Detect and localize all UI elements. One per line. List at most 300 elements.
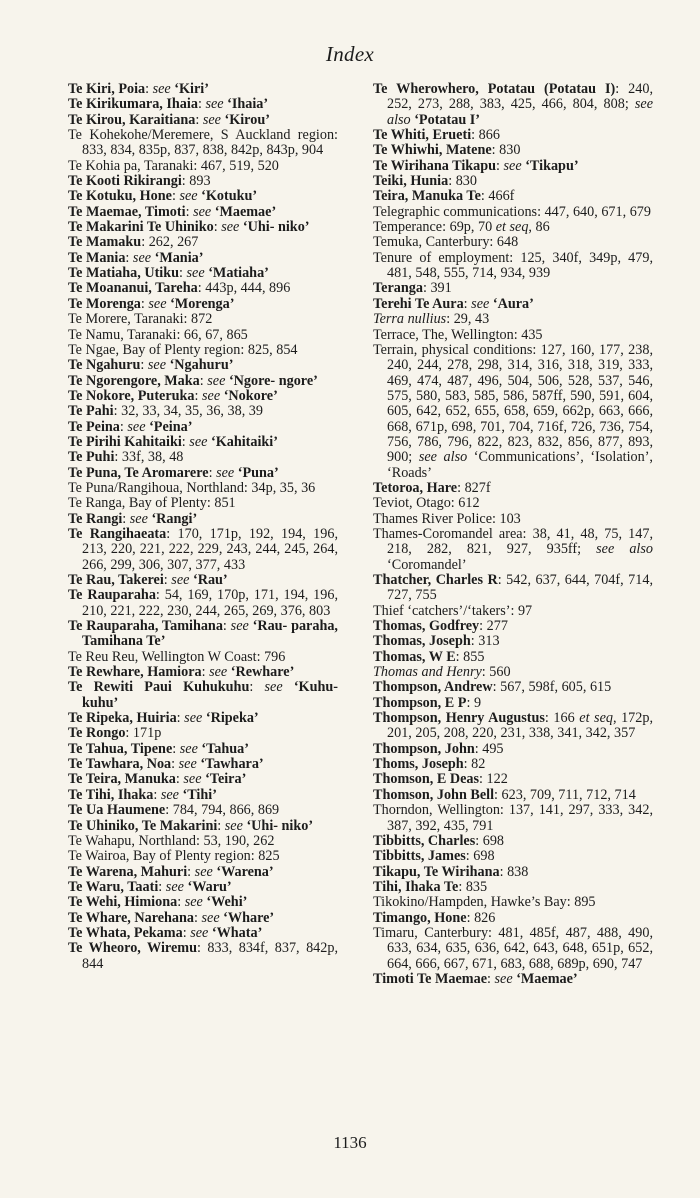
index-entry	[68, 772, 338, 787]
entry-text: 567, 598f, 605, 615	[500, 679, 612, 696]
entry-text: 122	[486, 771, 508, 788]
entry-heading: Te Rewiti Paui Kuhukuhu	[68, 679, 250, 696]
entry-text: :	[194, 909, 202, 926]
entry-heading: Te Ripeka, Huiria	[68, 710, 177, 727]
entry-text: :	[177, 894, 185, 911]
index-entry	[68, 726, 338, 741]
entry-text: , 86	[528, 219, 550, 236]
entry-text: 893	[189, 173, 211, 190]
index-entry	[68, 374, 338, 389]
entry-text: Thomas and Henry	[373, 664, 482, 681]
entry-text: see	[171, 572, 190, 588]
entry-heading: Te Wehi, Himiona	[68, 894, 178, 911]
entry-text: see	[160, 786, 179, 803]
entry-text: :	[181, 433, 190, 450]
entry-text: 82	[471, 756, 486, 773]
entry-text: :	[182, 924, 191, 941]
entry-text: ‘Aura’	[489, 295, 534, 312]
entry-text: Te Ngae, Bay of Plenty region: 825, 854	[68, 341, 298, 358]
entry-text: see also	[418, 449, 468, 466]
entry-text: ‘Rau- paraha, Tamihana Te’	[82, 618, 338, 650]
entry-text: Te Kohia pa, Taranaki: 467, 519, 520	[68, 157, 279, 174]
index-entry	[373, 972, 653, 987]
entry-text: see	[190, 924, 209, 941]
entry-heading: Thompson, E P	[373, 694, 467, 711]
entry-heading: Tetoroa, Hare	[373, 479, 458, 496]
entry-text: :	[113, 403, 122, 420]
index-entry	[68, 281, 338, 296]
index-entry	[68, 389, 338, 404]
entry-heading: Te Wherowhero, Potatau (Potatau I)	[373, 81, 616, 97]
entry-text: see	[194, 863, 213, 880]
entry-heading: Te Rau, Takerei	[68, 572, 164, 588]
entry-heading: Te Peina	[68, 418, 120, 435]
entry-text: see	[132, 249, 152, 266]
entry-text: see	[189, 433, 208, 450]
entry-heading: Te Waru, Taati	[68, 878, 159, 895]
entry-text: :	[176, 710, 185, 727]
entry-heading: Thomas, Joseph	[373, 633, 471, 650]
entry-text: 830	[499, 142, 521, 159]
entry-text: see	[184, 710, 203, 727]
entry-text: ‘Warena’	[212, 863, 274, 880]
index-entry	[68, 113, 338, 128]
entry-text: Telegraphic communications: 447, 640, 671, 679	[373, 203, 651, 220]
entry-heading: Te Moananui, Tareha	[68, 280, 198, 297]
entry-heading: Te Whiti, Erueti	[373, 127, 472, 144]
entry-text: :	[153, 786, 161, 803]
entry-text: :	[166, 525, 178, 542]
entry-text: 166	[553, 710, 580, 727]
index-entry	[68, 159, 338, 174]
entry-text: ‘Tawhara’	[196, 756, 264, 773]
entry-text: :	[140, 295, 149, 312]
entry-text: see also	[387, 96, 653, 128]
entry-heading: Teira, Manuka Te	[373, 188, 481, 205]
index-entry	[373, 619, 653, 634]
entry-text: :	[474, 740, 483, 757]
entry-text: 698	[473, 848, 495, 865]
entry-text: see	[503, 157, 522, 174]
entry-text: 698	[482, 832, 505, 849]
entry-heading: Te Ngahuru	[68, 357, 141, 374]
entry-heading: Tibbitts, Charles	[373, 832, 476, 849]
index-entry	[68, 742, 338, 757]
entry-text: Temperance: 69p, 70	[373, 219, 496, 236]
entry-text: ‘Mania’	[151, 249, 204, 266]
entry-text: Te Namu, Taranaki: 66, 67, 865	[68, 326, 248, 343]
index-entry	[373, 496, 653, 511]
entry-heading: Te Mania	[68, 249, 126, 266]
entry-heading: Tikapu, Te Wirihana	[373, 863, 500, 880]
index-entry	[68, 680, 338, 711]
entry-text: see	[147, 357, 167, 374]
entry-text: Thames River Police: 103	[373, 510, 521, 527]
entry-text: ‘Ngore- ngore’	[225, 372, 318, 389]
entry-text: :	[185, 203, 194, 220]
entry-text: :	[165, 802, 173, 819]
entry-text: ‘Rangi’	[147, 510, 198, 527]
entry-text: :	[145, 81, 153, 97]
index-entry	[373, 235, 653, 250]
entry-text: :	[175, 771, 184, 788]
index-entry	[373, 343, 653, 481]
entry-text: : 29, 43	[446, 311, 490, 328]
entry-text: ‘Kotuku’	[197, 188, 258, 205]
entry-text: Te Wahapu, Northland: 53, 190, 262	[68, 832, 275, 849]
entry-heading: Te Tahua, Tipene	[68, 740, 173, 757]
index-entry	[373, 772, 653, 787]
entry-text: 838	[507, 863, 529, 880]
entry-text: Temuka, Canterbury: 648	[373, 234, 519, 251]
entry-text: see	[494, 970, 513, 987]
entry-heading: Te Uhiniko, Te Makarini	[68, 817, 218, 834]
entry-text: 262, 267	[148, 234, 199, 251]
entry-heading: Te Rauparaha	[68, 587, 156, 604]
index-entry	[68, 757, 338, 772]
entry-text: Timaru, Canterbury: 481, 485f, 487, 488, 490, 633, 634, 635, 636, 642, 643, 648, 651p, 652, 664, 666, 667, 671, 683, 688, 689p, 690, 747	[373, 924, 653, 972]
entry-heading: Te Whiwhi, Matene	[373, 142, 492, 159]
index-entry	[68, 251, 338, 266]
entry-text: 835	[465, 878, 488, 895]
entry-text: see	[202, 111, 221, 128]
index-entry	[68, 358, 338, 373]
entry-text: ‘Coromandel’	[387, 556, 467, 573]
entry-heading: Tihi, Ihaka Te	[373, 878, 459, 895]
entry-text: :	[458, 878, 466, 895]
index-entry	[68, 588, 338, 619]
index-entry	[68, 481, 338, 496]
entry-heading: Te Rongo	[68, 725, 126, 742]
entry-heading: Te Ngorengore, Maka	[68, 372, 200, 389]
entry-text: see	[148, 295, 167, 312]
entry-text: ‘Whare’	[219, 909, 275, 926]
index-column-left	[68, 82, 338, 972]
entry-text: :	[197, 96, 206, 113]
entry-text: ‘Communications’, ‘Isolation’, ‘Roads’	[387, 449, 653, 481]
entry-text: :	[249, 679, 265, 696]
index-entry	[68, 266, 338, 281]
index-entry	[68, 665, 338, 680]
entry-text: see	[221, 219, 240, 236]
entry-heading: Timoti Te Maemae	[373, 970, 488, 987]
index-entry	[373, 174, 653, 189]
entry-heading: Thomson, E Deas	[373, 771, 480, 788]
entry-heading: Te Makarini Te Uhiniko	[68, 219, 214, 236]
entry-text: , 172p, 201, 205, 208, 220, 231, 338, 341, 342, 357	[387, 710, 653, 742]
index-entry	[68, 128, 338, 159]
entry-text: :	[465, 848, 474, 865]
entry-text: Te Puna/Rangihoua, Northland: 34p, 35, 36	[68, 479, 316, 496]
entry-text: see	[224, 817, 243, 834]
entry-text: ‘Uhi- niko’	[242, 817, 314, 834]
entry-text: ‘Wehi’	[202, 894, 248, 911]
index-entry	[373, 634, 653, 649]
entry-text: :	[471, 127, 479, 144]
entry-text: see	[179, 740, 198, 757]
index-entry	[373, 757, 653, 772]
entry-text: :	[196, 940, 208, 957]
entry-text: ‘Kahitaiki’	[207, 433, 278, 450]
entry-text: 830	[455, 173, 477, 190]
entry-text: Teviot, Otago: 612	[373, 495, 480, 512]
index-entry	[68, 880, 338, 895]
entry-heading: Te Tawhara, Noa	[68, 756, 172, 773]
entry-text: Te Ranga, Bay of Plenty: 851	[68, 495, 236, 512]
entry-heading: Te Mamaku	[68, 234, 142, 251]
index-entry	[68, 82, 338, 97]
entry-text: 855	[463, 648, 485, 665]
index-entry	[373, 82, 653, 128]
entry-text: see	[152, 81, 171, 97]
entry-text: 443p, 444, 896	[205, 280, 291, 297]
entry-text: see	[216, 464, 235, 481]
entry-text: :	[544, 710, 554, 727]
entry-text: 495	[482, 740, 504, 757]
entry-text: 170, 171p, 192, 194, 196, 213, 220, 221, 222, 229, 243, 244, 245, 264, 266, 299, 306, 307, 377, 433	[82, 525, 338, 573]
entry-heading: Te Wheoro, Wiremu	[68, 940, 197, 957]
entry-text: ‘Rau’	[189, 572, 228, 588]
entry-text: :	[487, 970, 495, 987]
index-entry	[373, 297, 653, 312]
entry-text: :	[114, 449, 122, 466]
page-title: Index	[325, 42, 375, 66]
entry-text: :	[171, 756, 179, 773]
index-entry	[68, 466, 338, 481]
entry-text: Tikokino/Hampden, Hawke’s Bay: 895	[373, 894, 596, 911]
entry-text: Terrace, The, Wellington: 435	[373, 326, 543, 343]
entry-text: ‘Ripeka’	[202, 710, 259, 727]
entry-text: 54, 169, 170p, 171, 194, 196, 210, 221, 222, 230, 244, 265, 269, 376, 803	[82, 587, 339, 619]
entry-text: 784, 794, 866, 869	[172, 802, 280, 819]
entry-text: see	[165, 878, 184, 895]
index-entry	[373, 865, 653, 880]
entry-heading: Te Puna, Te Aromarere	[68, 464, 209, 481]
entry-heading: Te Pirihi Kahitaiki	[68, 433, 182, 450]
entry-text: Te Kohekohe/Meremere, S Auckland region: 833, 834, 835p, 837, 838, 842p, 843p, 904	[68, 127, 338, 159]
entry-heading: Thoms, Joseph	[373, 756, 464, 773]
index-entry	[68, 404, 338, 419]
entry-text: see	[178, 756, 197, 773]
entry-text: ‘Teira’	[201, 771, 247, 788]
entry-heading: Te Kotuku, Hone	[68, 188, 172, 205]
entry-text: :	[171, 188, 180, 205]
entry-text: ‘Ihaia’	[223, 96, 269, 113]
entry-text: Thames-Coromandel area: 38, 41, 48, 75, 147, 218, 282, 821, 927, 935ff;	[373, 525, 653, 558]
entry-heading: Te Teira, Manuka	[68, 771, 176, 788]
index-entry	[68, 312, 338, 327]
index-entry	[373, 650, 653, 665]
entry-text: 623, 709, 711, 712, 714	[501, 786, 636, 803]
entry-text: :	[463, 756, 472, 773]
entry-text: see	[193, 203, 212, 220]
entry-text: :	[479, 771, 487, 788]
entry-text: Terrain, physical conditions: 127, 160, 177, 238, 240, 244, 278, 298, 314, 316, 318, 319, 333, 469, 474, 487, 496, 504, 506, 528, 537, 546, 575, 580, 583, 585, 586, 587ff, 590, 591, 604, 605, 642, 652, 655, 658, 659, 662p, 663, 666, 668, 671p, 698, 701, 704, 716f, 726, 736, 754, 756, 786, 796, 822, 823, 832, 856, 877, 893, 900;	[373, 341, 653, 466]
index-entry	[373, 220, 653, 235]
entry-heading: Thatcher, Charles R	[373, 572, 498, 588]
index-entry	[373, 312, 653, 327]
entry-text: :	[466, 694, 474, 711]
entry-text: 277	[486, 618, 508, 635]
entry-text: see also	[596, 541, 653, 558]
entry-heading: Te Kirou, Karaitiana	[68, 111, 196, 128]
index-entry	[373, 143, 653, 158]
entry-heading: Thompson, Henry Augustus	[373, 710, 545, 727]
entry-heading: Te Matiaha, Utiku	[68, 265, 180, 282]
entry-text: :	[448, 173, 456, 190]
index-entry	[68, 235, 338, 250]
entry-text: ‘Kirou’	[220, 111, 270, 128]
entry-text: 32, 33, 34, 35, 36, 38, 39	[121, 403, 263, 420]
entry-text: : 560	[481, 664, 511, 681]
index-entry	[68, 420, 338, 435]
index-entry	[68, 512, 338, 527]
index-entry	[373, 742, 653, 757]
entry-text: 171p	[132, 725, 162, 742]
entry-text: et seq	[495, 219, 529, 236]
entry-text: :	[195, 111, 203, 128]
index-entry	[373, 803, 653, 834]
page-number: 1136	[333, 1133, 367, 1152]
entry-heading: Terehi Te Aura	[373, 295, 464, 312]
index-entry	[373, 926, 653, 972]
entry-text: Thorndon, Wellington: 137, 141, 297, 333, 342, 387, 392, 435, 791	[373, 802, 653, 834]
index-entry	[68, 926, 338, 941]
entry-text: 826	[474, 909, 496, 926]
entry-text: :	[463, 295, 472, 312]
entry-heading: Tibbitts, James	[373, 848, 466, 865]
entry-text: ‘Peina’	[145, 418, 193, 435]
entry-text: :	[491, 142, 500, 159]
entry-text: ‘Puna’	[234, 464, 279, 481]
entry-text: see	[209, 664, 228, 681]
index-entry	[68, 527, 338, 573]
index-entry	[373, 281, 653, 296]
index-entry	[68, 819, 338, 834]
index-entry	[68, 435, 338, 450]
entry-text: see	[202, 387, 221, 404]
entry-text: 833, 834f, 837, 842p, 844	[82, 940, 338, 972]
entry-text: :	[197, 280, 206, 297]
index-entry	[373, 527, 653, 573]
entry-text: 466f	[488, 188, 515, 205]
entry-text: 9	[473, 694, 482, 711]
entry-text: see	[129, 510, 148, 527]
entry-heading: Te Rangi	[68, 510, 123, 527]
entry-text: :	[615, 81, 629, 97]
entry-text: 866	[478, 127, 500, 144]
index-entry	[373, 512, 653, 527]
index-entry	[68, 97, 338, 112]
entry-text: :	[187, 863, 195, 880]
index-entry	[68, 834, 338, 849]
entry-text: ‘Rewhare’	[227, 664, 295, 681]
entry-text: ‘Waru’	[183, 878, 232, 895]
entry-text: :	[122, 510, 130, 527]
index-entry	[68, 189, 338, 204]
entry-heading: Te Morenga	[68, 295, 141, 312]
entry-heading: Te Whare, Narehana	[68, 909, 194, 926]
entry-text: ‘Morenga’	[166, 295, 235, 312]
entry-text: ‘Nokore’	[220, 387, 278, 404]
entry-text: ‘Tahua’	[197, 740, 249, 757]
entry-text: :	[208, 464, 217, 481]
entry-text: ‘Kiri’	[170, 81, 209, 97]
index-entry	[373, 251, 653, 282]
entry-heading: Te Puhi	[68, 449, 115, 466]
index-entry	[373, 189, 653, 204]
entry-text: :	[181, 173, 190, 190]
index-entry	[68, 711, 338, 726]
entry-text: see	[471, 295, 490, 312]
entry-text: Te Wairoa, Bay of Plenty region: 825	[68, 848, 280, 865]
entry-heading: Te Whata, Pekama	[68, 924, 183, 941]
entry-text: ‘Tikapu’	[521, 157, 579, 174]
entry-text: Thief ‘catchers’/‘takers’: 97	[373, 602, 533, 619]
entry-text: :	[119, 418, 128, 435]
index-entry	[373, 680, 653, 695]
index-entry	[68, 895, 338, 910]
entry-text: :	[172, 740, 180, 757]
entry-text: see	[184, 894, 203, 911]
entry-text: et seq	[579, 710, 613, 727]
index-entry	[373, 880, 653, 895]
entry-text: ‘Uhi- niko’	[239, 219, 310, 236]
index-entry	[68, 573, 338, 588]
entry-text: :	[455, 648, 464, 665]
entry-text: :	[422, 280, 431, 297]
entry-text: :	[163, 572, 172, 588]
entry-text: ‘Whata’	[208, 924, 263, 941]
index-entry	[68, 450, 338, 465]
entry-text: see	[127, 418, 146, 435]
entry-text: see	[230, 618, 249, 635]
index-entry	[373, 604, 653, 619]
entry-text: :	[499, 863, 508, 880]
index-entry	[373, 895, 653, 910]
entry-text: Tenure of employment: 125, 340f, 349p, 479, 481, 548, 555, 714, 934, 939	[373, 249, 653, 282]
entry-text: Te Morere, Taranaki: 872	[68, 311, 213, 328]
entry-text: :	[213, 219, 222, 236]
index-entry	[373, 328, 653, 343]
entry-text: :	[479, 618, 487, 635]
entry-text: :	[125, 725, 133, 742]
entry-heading: Thompson, John	[373, 740, 475, 757]
entry-text: :	[155, 587, 165, 604]
entry-text: :	[158, 878, 166, 895]
entry-text: ‘Maemae’	[512, 970, 578, 987]
entry-text: :	[475, 832, 483, 849]
entry-heading: Te Warena, Mahuri	[68, 863, 188, 880]
entry-text: :	[457, 479, 465, 496]
entry-heading: Te Pahi	[68, 403, 114, 420]
entry-text: ‘Potatau I’	[410, 111, 481, 128]
entry-text: :	[140, 357, 148, 374]
index-entry	[373, 665, 653, 680]
entry-text: :	[194, 387, 203, 404]
index-entry	[68, 328, 338, 343]
entry-heading: Te Rauparaha, Tamihana	[68, 618, 223, 635]
entry-text: see	[207, 372, 226, 389]
entry-text: Te Reu Reu, Wellington W Coast: 796	[68, 648, 286, 665]
entry-text: :	[201, 664, 210, 681]
entry-heading: Te Nokore, Puteruka	[68, 387, 195, 404]
entry-text: 240, 252, 273, 288, 383, 425, 466, 804, 808;	[387, 81, 653, 113]
index-column-right	[373, 82, 653, 987]
entry-text: ‘Matiaha’	[204, 265, 269, 282]
entry-text: ‘Kuhu- kuhu’	[82, 679, 338, 711]
index-entry	[373, 788, 653, 803]
